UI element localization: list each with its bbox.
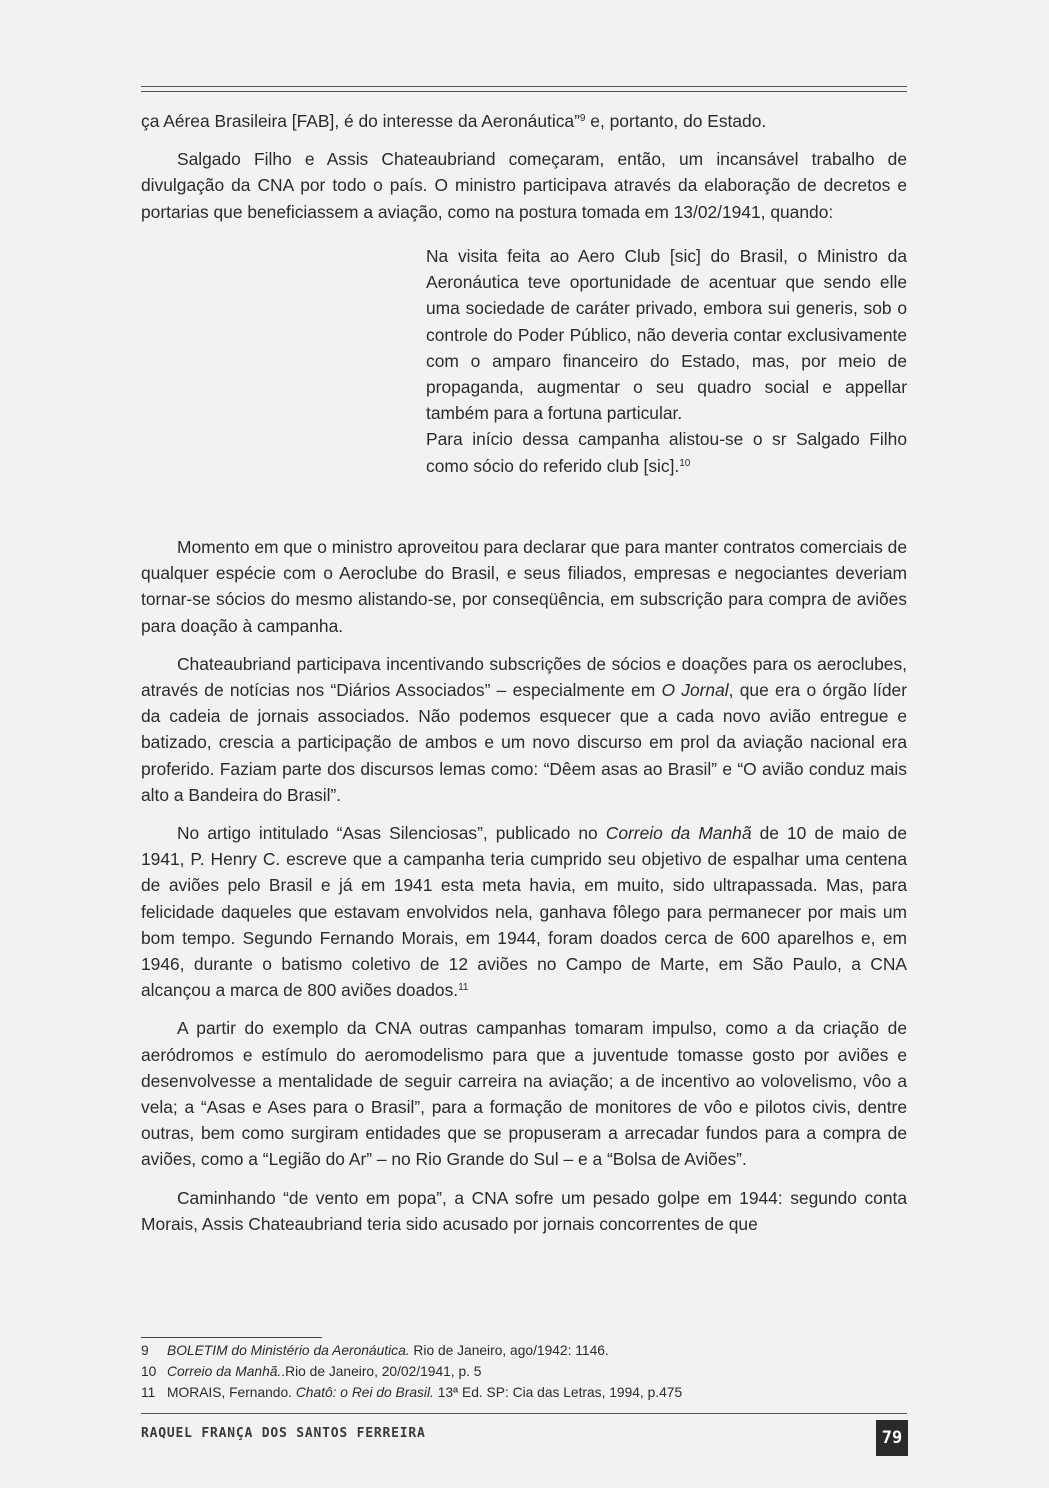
footnote-ref-11[interactable]: 11 bbox=[458, 982, 469, 994]
footnote-ref-10[interactable]: 10 bbox=[679, 457, 691, 469]
paragraph-salgado-filho: Salgado Filho e Assis Chateaubriand começaram, então, um incansável trabalho de divulgação da CNA por todo o país. O ministro participava através da elaboração de decretos e portarias que beneficiassem a aviação, como na postura tomada em 13/02/1941, quando: bbox=[141, 149, 907, 222]
footer-author: RAQUEL FRANÇA DOS SANTOS FERREIRA bbox=[141, 1426, 426, 1441]
footnote-separator bbox=[141, 1337, 322, 1338]
footnote-9: 9 BOLETIM do Ministério da Aeronáutica. Rio de Janeiro, ago/1942: 1146. bbox=[141, 1343, 609, 1358]
paragraph-continuation: ça Aérea Brasileira [FAB], é do interesse da Aeronáutica”$^9$ e, portanto, do Estado. bbox=[141, 111, 767, 131]
paragraph-chateaubriand: Chateaubriand participava incentivando subscrições de sócios e doações para os aeroclubes, através de notícias nos “Diários Associados” – especialmente em O Jornal, que era o órgão líder da cadeia de jornais associados. Não podemos esquecer que a cada novo avião entregue e batizado, crescia a participação de ambos e um novo discurso em prol da aviação nacional era proferido. Faziam parte dos discursos lemas como: “Dêem asas ao Brasil” e “O avião conduz mais alto a Bandeira do Brasil”. bbox=[141, 653, 907, 805]
paragraph-asas-silenciosas: No artigo intitulado “Asas Silenciosas”, publicado no Correio da Manhã de 10 de maio de 1941, P. Henry C. escreve que a campanha teria cumprido seu objetivo de espalhar uma centena de aviões pelo Brasil e já em 1941 esta meta havia, em muito, sido ultrapassada. Mas, para felicidade daqueles que estavam envolvidos nela, ganhava fôlego para permanecer por mais um bom tempo. Segundo Fernando Morais, em 1944, foram doados cerca de 600 aparelhos e, em 1946, durante o batismo coletivo de 12 aviões no Campo de Marte, em São Paulo, a CNA alcançou a marca de 800 aviões doados.$^{11}$ bbox=[141, 823, 907, 1001]
block-quote bbox=[426, 243, 907, 479]
quote-paragraph-1: Na visita feita ao Aero Club [sic] do Brasil, o Ministro da Aeronáutica teve oportunidade de acentuar que sendo elle uma sociedade de caráter privado, embora sui generis, sob o controle do Poder Público, não deveria contar exclusivamente com o amparo financeiro do Estado, mas, por meio de propaganda, augmentar o seu quadro social e appellar também para a fortuna particular. bbox=[426, 246, 907, 424]
paragraph-outras-campanhas: A partir do exemplo da CNA outras campanhas tomaram impulso, como a da criação de aeródromos e estímulo do aeromodelismo para que a juventude tomasse gosto por aviões e desenvolvesse a mentalidade de seguir carreira na aviação; a de incentivo ao volovelismo, vôo a vela; a “Asas e Ases para o Brasil”, para a formação de monitores de vôo e pilotos civis, dentre outras, bem como surgiram entidades que se propuseram a arrecadar fundos para a compra de aviões, como a “Legião do Ar” – no Rio Grande do Sul – e a “Bolsa de Aviões”. bbox=[141, 1018, 907, 1170]
page-number-badge: 79 bbox=[876, 1420, 908, 1456]
quote-paragraph-2: Para início dessa campanha alistou-se o sr Salgado Filho como sócio do referido club [sic].$^{10}$ bbox=[426, 429, 907, 476]
paragraph-momento: Momento em que o ministro aproveitou para declarar que para manter contratos comerciais de qualquer espécie com o Aeroclube do Brasil, e seus filiados, empresas e negociantes deveriam tornar-se sócios do mesmo alistando-se, por conseqüência, em subscrição para compra de aviões para doação à campanha. bbox=[141, 537, 907, 636]
footnote-ref-9[interactable]: 9 bbox=[579, 113, 586, 124]
footnote-10: 10 Correio da Manhã..Rio de Janeiro, 20/02/1941, p. 5 bbox=[141, 1364, 482, 1379]
paragraph-vento-em-popa: Caminhando “de vento em popa”, a CNA sofre um pesado golpe em 1944: segundo conta Morais, Assis Chateaubriand teria sido acusado por jornais concorrentes de que bbox=[141, 1187, 907, 1234]
body-top bbox=[141, 108, 907, 237]
footnote-11: 11 MORAIS, Fernando. Chatô: o Rei do Brasil. 13ª Ed. SP: Cia das Letras, 1994, p.475 bbox=[141, 1385, 683, 1400]
footer-rule bbox=[141, 1413, 907, 1414]
header-double-rule bbox=[141, 86, 907, 92]
footnotes-list bbox=[141, 1340, 907, 1403]
body-main bbox=[141, 534, 907, 1249]
